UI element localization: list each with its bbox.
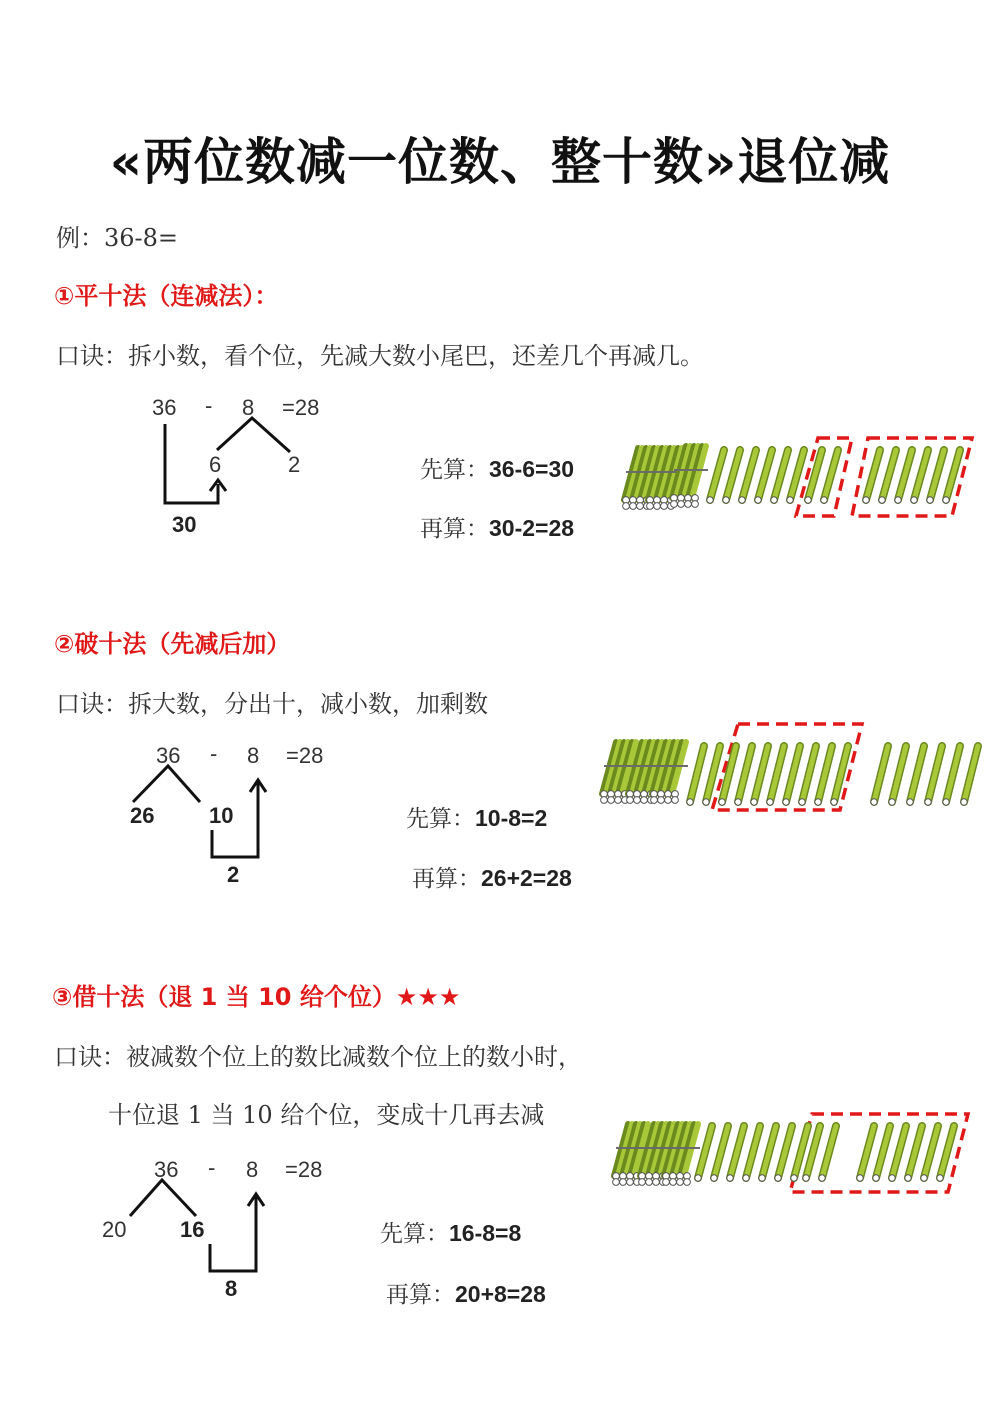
s1-minuend: 36 — [152, 395, 177, 420]
s1-subtrahend: 8 — [242, 395, 255, 420]
s1-minus-sign: - — [205, 393, 213, 418]
page-title: «两位数减一位数、整十数»退位减 — [109, 133, 891, 191]
s3-minus-sign: - — [208, 1155, 216, 1180]
s1-step2: 再算：30-2=28 — [420, 515, 575, 542]
s3-result: =28 — [285, 1157, 323, 1182]
section-2-rhyme: 口诀：拆大数，分出十，减小数，加剩数 — [56, 690, 488, 718]
s2-stick — [687, 746, 704, 805]
s3-subtrahend: 8 — [246, 1157, 259, 1182]
s2-subtrahend: 8 — [247, 743, 260, 768]
s2-step2: 再算：26+2=28 — [412, 865, 572, 892]
s3-boxed-stick — [857, 1126, 874, 1181]
s2-loose-stick — [925, 746, 942, 805]
section-1-heading: ①平十法（连减法）： — [54, 282, 279, 310]
section-1-rhyme: 口诀：拆小数，看个位，先减大数小尾巴，还差几个再减几。 — [56, 342, 704, 370]
s1-loose-stick — [707, 450, 724, 503]
s2-step1: 先算：10-8=2 — [406, 805, 548, 832]
s1-step1: 先算：36-6=30 — [420, 456, 575, 483]
section-3-heading: ③借十法（退 1 当 10 给个位）★★★ — [52, 983, 461, 1011]
s3-minuend: 36 — [154, 1157, 179, 1182]
section-3-rhyme: 口诀：被减数个位上的数比减数个位上的数小时， — [54, 1043, 582, 1071]
s2-loose-stick — [871, 746, 888, 805]
s3-intermediate: 8 — [225, 1276, 238, 1301]
s3-split-right: 16 — [180, 1217, 205, 1242]
s3-split-left: 20 — [102, 1217, 127, 1242]
section-3-rhyme-2: 十位退 1 当 10 给个位，变成十几再去减 — [108, 1101, 545, 1129]
s2-loose-stick — [889, 746, 906, 805]
s2-minuend: 36 — [156, 743, 181, 768]
s2-loose-stick — [943, 746, 960, 805]
s1-split-left: 6 — [209, 452, 222, 477]
s1-boxed-stick — [805, 450, 822, 503]
example-problem: 例：36-8= — [56, 224, 179, 252]
s2-result: =28 — [286, 743, 324, 768]
section-2-heading: ②破十法（先减后加） — [54, 630, 291, 658]
s2-split-left: 26 — [130, 803, 155, 828]
s3-step1: 先算：16-8=8 — [380, 1220, 522, 1247]
s1-result: =28 — [282, 395, 320, 420]
s2-minus-sign: - — [210, 741, 218, 766]
s2-split-right: 10 — [209, 803, 234, 828]
s2-loose-stick — [961, 746, 978, 805]
s2-loose-stick — [907, 746, 924, 805]
s1-intermediate: 30 — [172, 512, 197, 537]
s1-split-right: 2 — [288, 452, 301, 477]
s3-step2: 再算：20+8=28 — [386, 1281, 546, 1308]
s1-boxed-stick — [863, 450, 880, 503]
s2-intermediate: 2 — [227, 862, 240, 887]
